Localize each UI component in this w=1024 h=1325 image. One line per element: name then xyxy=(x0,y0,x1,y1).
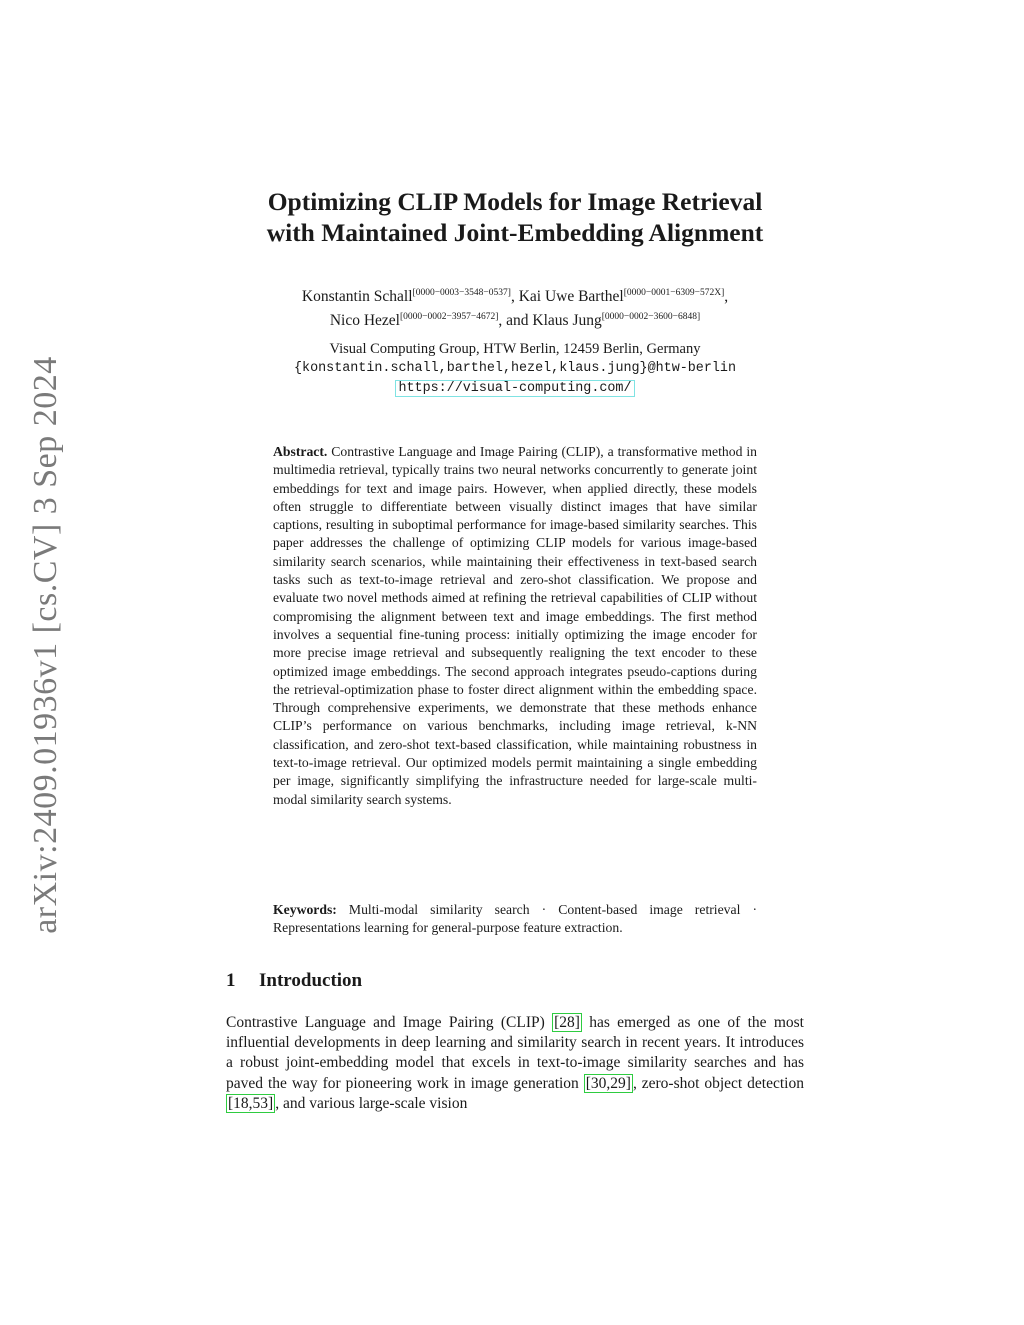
citation-link[interactable]: [30,29] xyxy=(585,1074,631,1092)
paper-title xyxy=(200,186,830,248)
author-list: Konstantin Schall[0000−0003−3548−0537], Kai Uwe Barthel[0000−0001−6309−572X], Nico Hezel[0000−0002−3957−4672], and Klaus Jung[0000−0002−3600−6848] xyxy=(301,288,729,329)
homepage-link[interactable]: https://visual-computing.com/ xyxy=(395,380,634,397)
author-name: Kai Uwe Barthel xyxy=(518,288,624,305)
keywords-text: Multi-modal similarity search · Content-based image retrieval · Representations learning for general-purpose feature extraction. xyxy=(273,902,757,936)
affiliation xyxy=(200,340,830,398)
abstract xyxy=(273,443,757,809)
arxiv-watermark xyxy=(27,356,64,934)
section-heading-introduction xyxy=(226,970,362,992)
section-number: 1 xyxy=(226,970,236,991)
section-title: Introduction xyxy=(259,970,363,991)
citation-link[interactable]: [28] xyxy=(554,1014,580,1031)
title-line-1: Optimizing CLIP Models for Image Retrieval xyxy=(267,187,763,216)
citation-link[interactable]: [18,53] xyxy=(228,1094,274,1112)
keywords-label: Keywords: xyxy=(273,902,337,917)
author-orcid: [0000−0002−3600−6848] xyxy=(601,312,701,322)
title-line-2: with Maintained Joint-Embedding Alignment xyxy=(266,218,764,247)
author-emails: {konstantin.schall,barthel,hezel,klaus.jung}@htw-berlin xyxy=(294,361,736,376)
abstract-text: Contrastive Language and Image Pairing (CLIP), a transformative method in multimedia retrieval, typically trains two neural networks concurrently to generate joint embeddings for text and image pairs. However, when applied directly, these models often struggle to differentiate between visually distinct images that have similar captions, resulting in suboptimal performance for image-based similarity searches. This paper addresses the challenge of optimizing CLIP models for various image-based similarity search scenarios, while maintaining their effectiveness in text-based search tasks such as text-to-image retrieval and zero-shot classification. We propose and evaluate two novel methods aimed at refining the retrieval capabilities of CLIP without compromising the alignment between text and image embeddings. The first method involves a sequential fine-tuning process: initially optimizing the image encoder for more precise image retrieval and subsequently realigning the text encoder to these optimized image embeddings. The second approach integrates pseudo-captions during the retrieval-optimization phase to foster direct alignment within the embedding space. Through comprehensive experiments, we demonstrate that these methods enhance CLIP’s performance on various benchmarks, including image retrieval, k-NN classification, and zero-shot text-based classification, while maintaining robustness in text-to-image retrieval. Our optimized models permit maintaining a single embedding per image, significantly simplifying the infrastructure needed for large-scale multi-modal similarity search systems. xyxy=(273,444,758,807)
author-orcid: [0000−0003−3548−0537] xyxy=(412,288,511,298)
author-name: Nico Hezel xyxy=(329,312,400,329)
affiliation-group: Visual Computing Group, HTW Berlin, 12459 Berlin, Germany xyxy=(329,341,701,357)
abstract-label: Abstract. xyxy=(273,444,328,459)
author-name: Konstantin Schall xyxy=(301,288,413,305)
keywords xyxy=(273,901,757,938)
author-orcid: [0000−0001−6309−572X] xyxy=(623,288,725,298)
author-name: Klaus Jung xyxy=(532,312,602,329)
arxiv-id: arXiv:2409.01936v1 [cs.CV] 3 Sep 2024 xyxy=(27,356,64,934)
author-orcid: [0000−0002−3957−4672] xyxy=(400,312,499,322)
introduction-paragraph: Contrastive Language and Image Pairing (CLIP) [28] has emerged as one of the most influential developments in deep learning and similarity search in recent years. It introduces a robust joint-embedding model that excels in text-to-image similarity searches and has paved the way for pioneering work in image generation [30,29] , zero-shot object detection [18,53] , and various large-scale vision xyxy=(226,1014,804,1112)
